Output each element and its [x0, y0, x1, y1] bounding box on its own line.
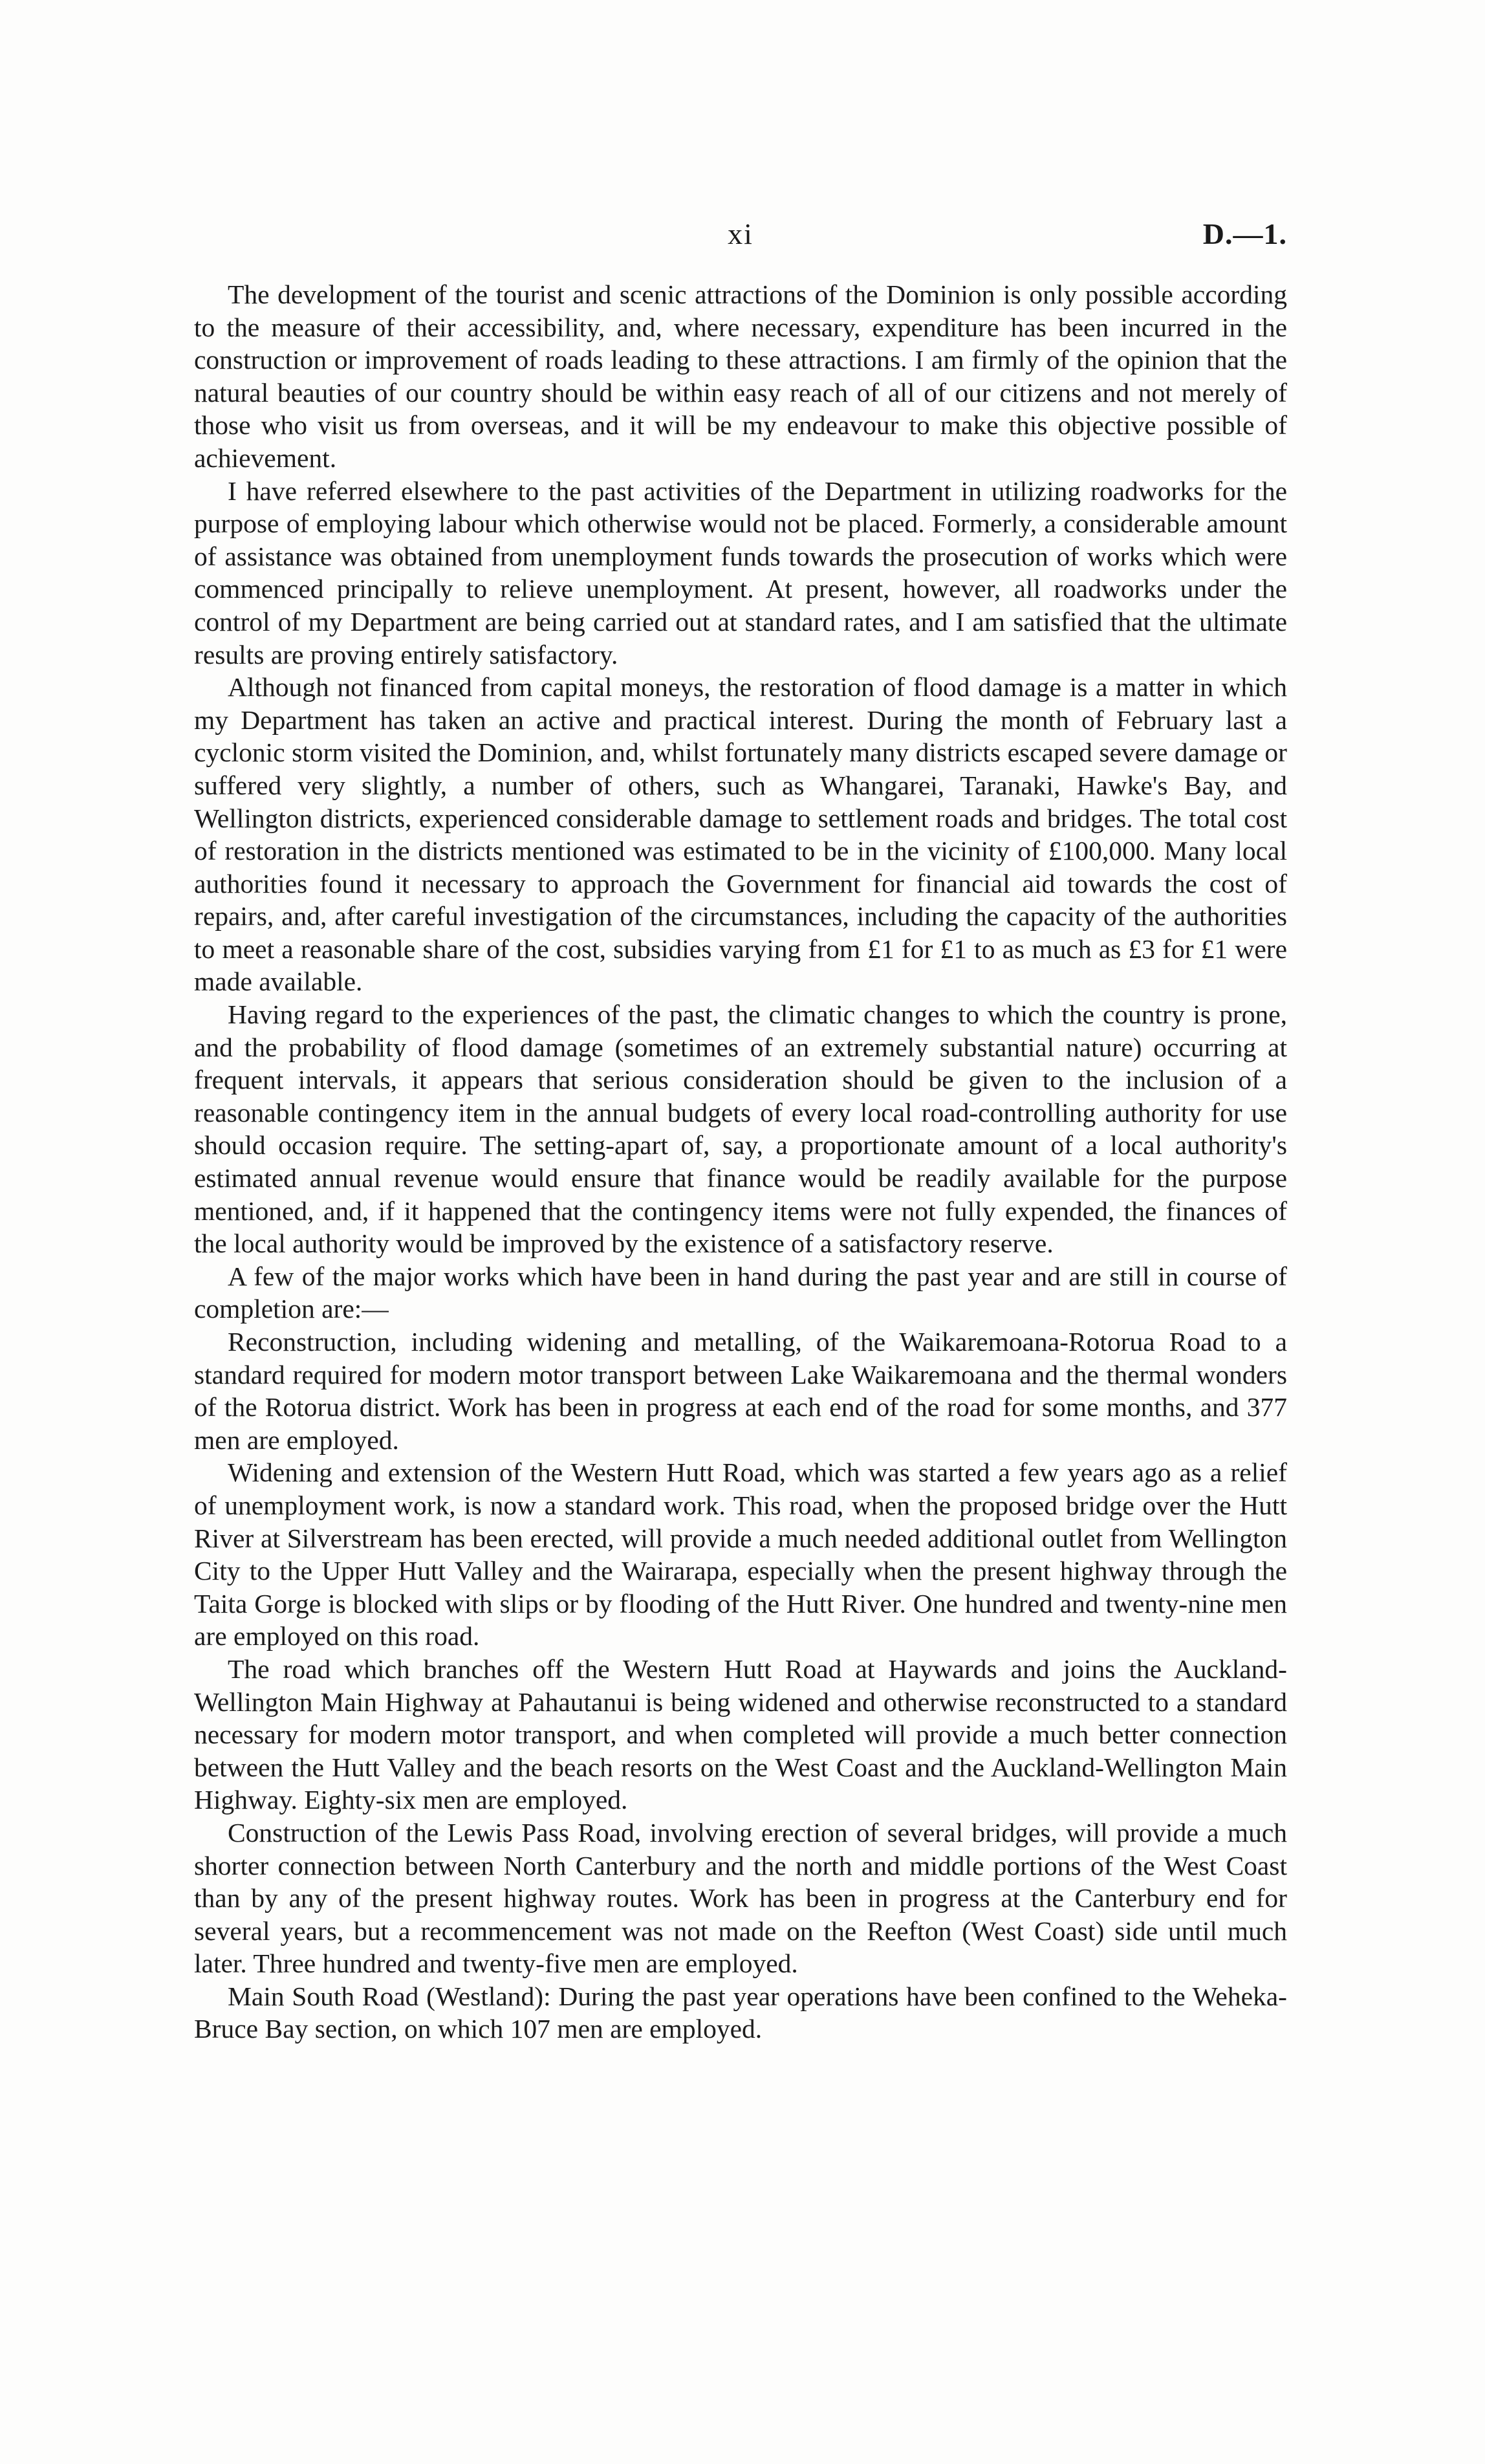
paragraph-main-south-road: Main South Road (Westland): During the past year operations have been confined to the Weheka-Bruce Bay section, on which 107 men are employed. — [194, 1981, 1287, 2044]
paragraph-western-hutt-road: Widening and extension of the Western Hutt Road, which was started a few years ago as a relief of unemployment work, is now a standard work. This road, when the proposed bridge over the Hutt River at Silverstream has been erected, will provide a much needed additional outlet from Wellington City to the Upper Hutt Valley and the Wairarapa, especially when the present highway through the Taita Gorge is blocked with slips or by flooding of the Hutt River. One hundred and twenty-nine men are employed on this road. — [194, 1457, 1287, 1652]
paragraph-major-works-intro: A few of the major works which have been in hand during the past year and are still in course of completion are:— — [194, 1261, 1287, 1324]
document-reference: D.—1. — [1202, 217, 1287, 250]
paragraph-flood-damage: Although not financed from capital moneys, the restoration of flood damage is a matter in which my Department has taken an active and practical interest. During the month of February last a cyclonic storm visited the Dominion, and, whilst fortunately many districts escaped severe damage or suffered very slightly, a number of others, such as Whangarei, Taranaki, Hawke's Bay, and Wellington districts, experienced considerable damage to settlement roads and bridges. The total cost of restoration in the districts mentioned was estimated to be in the vicinity of £100,000. Many local authorities found it necessary to approach the Government for financial aid towards the cost of repairs, and, after careful investigation of the circumstances, including the capacity of the authorities to meet a reasonable share of the cost, subsidies varying from £1 for £1 to as much as £3 for £1 were made available. — [194, 672, 1287, 997]
paragraph-waikaremoana-road: Reconstruction, including widening and metalling, of the Waikaremoana-Rotorua Road to a standard required for modern motor transport between Lake Waikaremoana and the thermal wonders of the Rotorua district. Work has been in progress at each end of the road for some months, and 377 men are employed. — [194, 1327, 1287, 1455]
page-header — [194, 217, 1287, 262]
body-text — [194, 278, 1287, 2045]
paragraph-haywards-road: The road which branches off the Western Hutt Road at Haywards and joins the Auckland-Wellington Main Highway at Pahautanui is being widened and otherwise reconstructed to a standard necessary for modern motor transport, and when completed will provide a much better connection between the Hutt Valley and the beach resorts on the West Coast and the Auckland-Wellington Main Highway. Eighty-six men are employed. — [194, 1653, 1287, 1815]
paragraph-tourist-attractions: The development of the tourist and scenic attractions of the Dominion is only possible according to the measure of their accessibility, and, where necessary, expenditure has been incurred in the construction or improvement of roads leading to these attractions. I am firmly of the opinion that the natural beauties of our country should be within easy reach of all of our citizens and not merely of those who visit us from overseas, and it will be my endeavour to make this objective possible of achievement. — [194, 279, 1287, 473]
paragraph-contingency: Having regard to the experiences of the past, the climatic changes to which the country is prone, and the probability of flood damage (sometimes of an extremely substantial nature) occurring at frequent intervals, it appears that serious consideration should be given to the inclusion of a reasonable contingency item in the annual budgets of every local road-controlling authority for use should occasion require. The setting-apart of, say, a proportionate amount of a local authority's estimated annual revenue would ensure that finance would be readily available for the purpose mentioned, and, if it happened that the contingency items were not fully expended, the finances of the local authority would be improved by the existence of a satisfactory reserve. — [194, 999, 1287, 1259]
paragraph-roadworks-labour: I have referred elsewhere to the past activities of the Department in utilizing roadworks for the purpose of employing labour which otherwise would not be placed. Formerly, a considerable amount of assistance was obtained from unemployment funds towards the prosecution of works which were commenced principally to relieve unemployment. At present, however, all roadworks under the control of my Department are being carried out at standard rates, and I am satisfied that the ultimate results are proving entirely satisfactory. — [194, 475, 1287, 670]
page-number: xi — [728, 217, 753, 250]
paragraph-lewis-pass-road: Construction of the Lewis Pass Road, involving erection of several bridges, will provide a much shorter connection between North Canterbury and the north and middle portions of the West Coast than by any of the present highway routes. Work has been in progress at the Canterbury end for several years, but a recommencement was not made on the Reefton (West Coast) side until much later. Three hundred and twenty-five men are employed. — [194, 1817, 1287, 1979]
